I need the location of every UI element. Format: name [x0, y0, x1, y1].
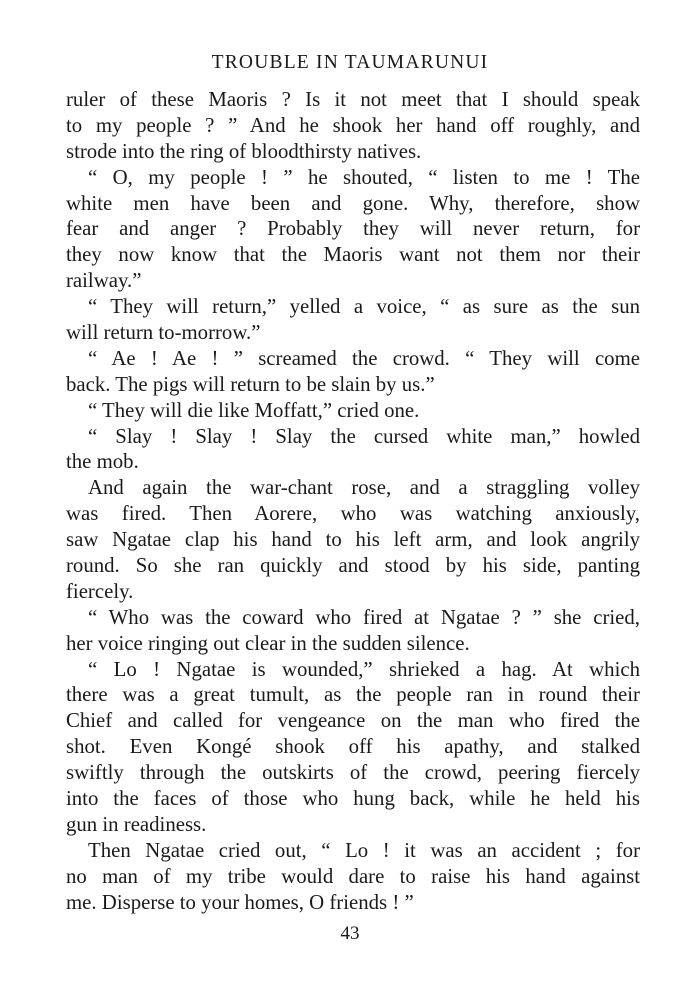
text-line: me. Disperse to your homes, O friends ! ” [66, 890, 414, 914]
text-line: shot. Even Kongé shook off his apathy, and stalked [66, 735, 640, 759]
text-line: gun in readiness. [66, 812, 207, 836]
text-line: “ They will return,” yelled a voice, “ as sure as the sun [88, 295, 640, 319]
text-line: her voice ringing out clear in the sudden silence. [66, 631, 470, 655]
text-line: swiftly through the outskirts of the crowd, peering fiercely [66, 761, 640, 785]
text-line: no man of my tribe would dare to raise his hand against [66, 864, 640, 888]
text-line: “ They will die like Moffatt,” cried one. [88, 398, 420, 422]
text-line: Then Ngatae cried out, “ Lo ! it was an accident ; for [88, 838, 640, 862]
running-head: TROUBLE IN TAUMARUNUI [211, 52, 489, 73]
text-line: into the faces of those who hung back, while he held his [66, 787, 640, 811]
text-line: Chief and called for vengeance on the man who fired the [66, 709, 640, 733]
text-line: saw Ngatae clap his hand to his left arm, and look angrily [66, 528, 640, 552]
text-line: “ Slay ! Slay ! Slay the cursed white man,” howled [88, 424, 640, 448]
text-line: round. So she ran quickly and stood by his side, panting [66, 554, 640, 578]
text-line: there was a great tumult, as the people ran in round their [66, 683, 640, 707]
body-text [66, 87, 640, 916]
text-line: “ Ae ! Ae ! ” screamed the crowd. “ They will come [88, 346, 640, 370]
text-line: fiercely. [66, 579, 134, 603]
text-line: back. The pigs will return to be slain by us.” [66, 372, 435, 396]
text-line: “ Who was the coward who fired at Ngatae ? ” she cried, [88, 605, 640, 629]
text-line: to my people ? ” And he shook her hand off roughly, and [66, 113, 640, 137]
text-line: ruler of these Maoris ? Is it not meet that I should speak [66, 88, 640, 111]
text-line: railway.” [66, 269, 142, 293]
text-line: they now know that the Maoris want not them nor their [66, 243, 640, 267]
text-line: strode into the ring of bloodthirsty natives. [66, 139, 422, 163]
text-line: white men have been and gone. Why, therefore, show [66, 191, 640, 215]
text-line: And again the war-chant rose, and a straggling volley [88, 476, 640, 500]
text-line: “ O, my people ! ” he shouted, “ listen to me ! The [88, 165, 640, 189]
page-number: 43 [340, 923, 360, 944]
text-line: the mob. [66, 450, 139, 474]
text-line: was fired. Then Aorere, who was watching anxiously, [66, 502, 640, 526]
text-line: fear and anger ? Probably they will never return, for [66, 217, 640, 241]
text-line: will return to-morrow.” [66, 321, 261, 345]
text-line: “ Lo ! Ngatae is wounded,” shrieked a hag. At which [88, 657, 640, 681]
